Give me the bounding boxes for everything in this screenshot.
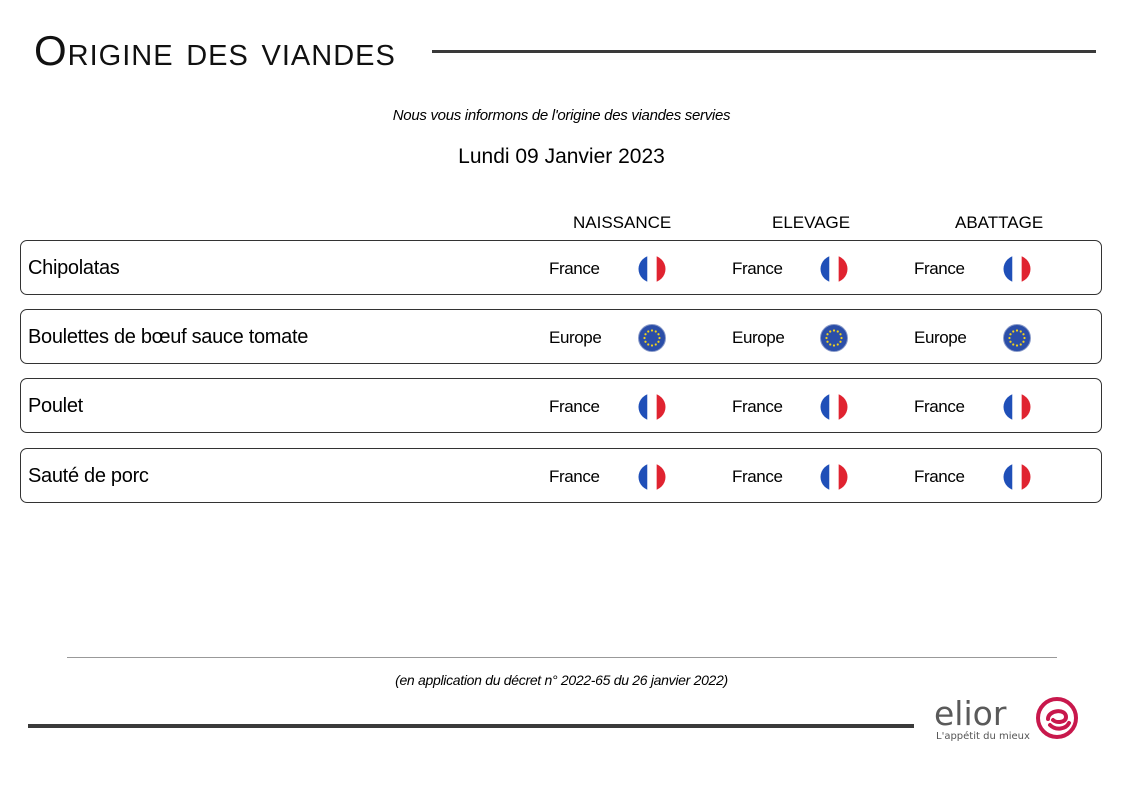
france-flag-icon	[820, 393, 848, 421]
origin-abattage: France	[914, 397, 965, 416]
column-header-naissance: NAISSANCE	[573, 213, 672, 232]
meat-name: Chipolatas	[28, 257, 120, 279]
origin-elevage: France	[732, 259, 783, 278]
meat-name: Boulettes de bœuf sauce tomate	[28, 326, 309, 348]
origin-naissance: Europe	[549, 328, 602, 347]
france-flag-icon	[1003, 255, 1031, 283]
origin-naissance: France	[549, 397, 600, 416]
column-header-elevage: ELEVAGE	[772, 213, 851, 232]
footer-rule	[28, 724, 914, 728]
page-title: Origine des viandes	[34, 27, 396, 74]
origin-naissance: France	[549, 467, 600, 486]
france-flag-icon	[820, 463, 848, 491]
eu-flag-icon	[638, 324, 666, 352]
footer-rule-thin	[67, 657, 1057, 658]
france-flag-icon	[1003, 393, 1031, 421]
origin-elevage: France	[732, 397, 783, 416]
france-flag-icon	[638, 255, 666, 283]
decree-note: (en application du décret n° 2022-65 du 26 janvier 2022)	[395, 672, 728, 688]
table-row	[20, 448, 1102, 503]
eu-flag-icon	[820, 324, 848, 352]
meat-name: Poulet	[28, 395, 83, 417]
logo-name: elior	[934, 694, 1007, 733]
origin-elevage: France	[732, 467, 783, 486]
subtitle: Nous vous informons de l'origine des viandes servies	[392, 107, 731, 124]
origin-elevage: Europe	[732, 328, 785, 347]
france-flag-icon	[638, 463, 666, 491]
origin-abattage: France	[914, 259, 965, 278]
table-row	[20, 378, 1102, 433]
origin-naissance: France	[549, 259, 600, 278]
title-rule	[432, 50, 1096, 53]
menu-date: Lundi 09 Janvier 2023	[458, 145, 665, 168]
column-header-abattage: ABATTAGE	[955, 213, 1044, 232]
meat-name: Sauté de porc	[28, 465, 149, 487]
elior-rose-icon	[1036, 697, 1078, 739]
france-flag-icon	[820, 255, 848, 283]
origin-abattage: France	[914, 467, 965, 486]
table-row	[20, 309, 1102, 364]
france-flag-icon	[638, 393, 666, 421]
origin-abattage: Europe	[914, 328, 967, 347]
france-flag-icon	[1003, 463, 1031, 491]
eu-flag-icon	[1003, 324, 1031, 352]
logo-tagline: L'appétit du mieux	[936, 731, 1030, 742]
table-row	[20, 240, 1102, 295]
